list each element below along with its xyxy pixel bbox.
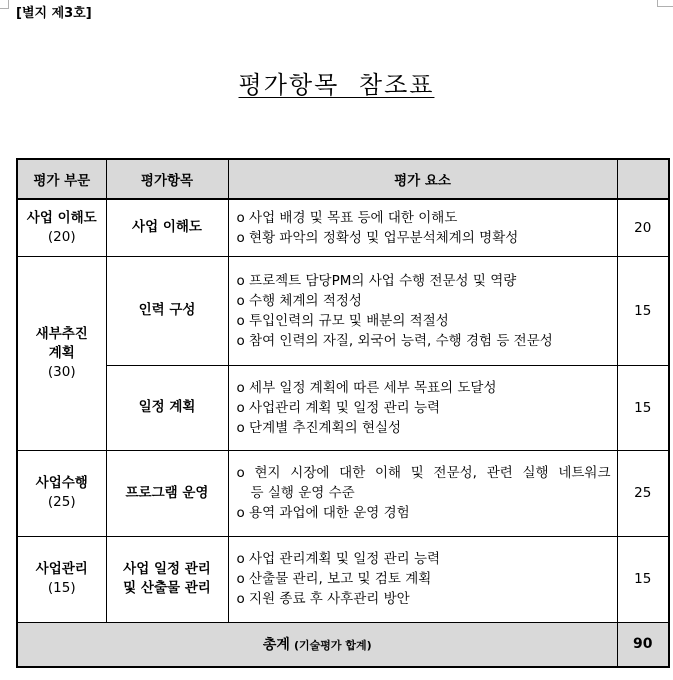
element-line: o 사업 관리계획 및 일정 관리 능력 — [236, 551, 441, 567]
table-row — [17, 256, 669, 365]
score-cell: 15 — [617, 365, 669, 450]
header-elements: 평가 요소 — [228, 159, 617, 199]
category-weight: (30) — [47, 363, 76, 380]
form-number-label: [별지 제3호] — [16, 6, 92, 21]
table-row — [17, 199, 669, 256]
header-category: 평가 부문 — [17, 159, 106, 199]
element-line: o 투입인력의 규모 및 배분의 적절성 — [236, 312, 449, 329]
category-name: 사업 이해도 — [26, 209, 97, 226]
element-line: o 참여 인력의 자질, 외국어 능력, 수행 경험 등 전문성 — [236, 332, 553, 349]
element-line: o 사업관리 계획 및 일정 관리 능력 — [236, 399, 441, 416]
element-line: o 단계별 추진계획의 현실성 — [236, 419, 402, 436]
total-note: (기술평가 합계) — [293, 639, 372, 653]
item-name: 프로그램 운영 — [125, 484, 209, 501]
score-cell: 15 — [617, 536, 669, 622]
total-label: 총계 — [262, 637, 290, 654]
element-line-continuation: 등 실행 운영 수준 — [250, 485, 355, 501]
total-label-cell — [17, 622, 617, 667]
table-row — [17, 365, 669, 450]
category-cell — [17, 256, 106, 450]
element-line: o 용역 과업에 대한 운영 경험 — [236, 505, 410, 521]
elements-cell — [228, 199, 617, 256]
element-line: o 현지 시장에 대한 이해 및 전문성, 관련 실행 네트워크 — [236, 465, 611, 481]
header-score — [617, 159, 669, 199]
category-name: 사업수행 — [35, 475, 88, 491]
category-cell — [17, 450, 106, 536]
item-cell — [106, 536, 228, 622]
category-weight: (15) — [47, 580, 76, 596]
category-weight: (25) — [47, 494, 76, 510]
element-line: o 사업 배경 및 목표 등에 대한 이해도 — [236, 209, 458, 226]
element-line: o 산출물 관리, 보고 및 검토 계획 — [236, 571, 432, 587]
element-line: o 프로젝트 담당PM의 사업 수행 전문성 및 역량 — [236, 272, 517, 289]
category-cell — [17, 536, 106, 622]
category-name: 계획 — [48, 344, 75, 361]
item-name: 인력 구성 — [138, 302, 196, 318]
item-name: 및 산출물 관리 — [123, 580, 211, 596]
item-cell — [106, 365, 228, 450]
total-score: 90 — [617, 622, 669, 667]
total-row — [17, 622, 669, 667]
table-row — [17, 536, 669, 622]
elements-cell — [228, 536, 617, 622]
header-item: 평가항목 — [106, 159, 228, 199]
elements-cell — [228, 365, 617, 450]
category-name: 새부추진 — [35, 325, 88, 342]
item-name: 사업 일정 관리 — [123, 561, 211, 577]
evaluation-criteria-table — [16, 158, 670, 668]
score-cell: 15 — [617, 256, 669, 365]
score-cell: 20 — [617, 199, 669, 256]
crop-mark-top-right — [657, 0, 673, 7]
item-name: 일정 계획 — [138, 399, 196, 415]
elements-cell — [228, 450, 617, 536]
category-name: 사업관리 — [35, 561, 88, 577]
element-line: o 수행 체계의 적정성 — [236, 292, 362, 309]
item-cell — [106, 199, 228, 256]
item-name: 사업 이해도 — [132, 219, 202, 236]
crop-mark-top-left — [0, 0, 9, 9]
category-cell — [17, 199, 106, 256]
document-title: 평가항목 참조표 — [238, 71, 435, 99]
category-weight: (20) — [47, 228, 76, 245]
table-row — [17, 450, 669, 536]
item-cell — [106, 256, 228, 365]
element-line: o 현황 파악의 정확성 및 업무분석체계의 명확성 — [236, 229, 519, 246]
score-cell: 25 — [617, 450, 669, 536]
element-line: o 세부 일정 계획에 따른 세부 목표의 도달성 — [236, 379, 497, 396]
elements-cell — [228, 256, 617, 365]
table-header-row — [17, 159, 669, 199]
element-line: o 지원 종료 후 사후관리 방안 — [236, 591, 410, 607]
item-cell — [106, 450, 228, 536]
